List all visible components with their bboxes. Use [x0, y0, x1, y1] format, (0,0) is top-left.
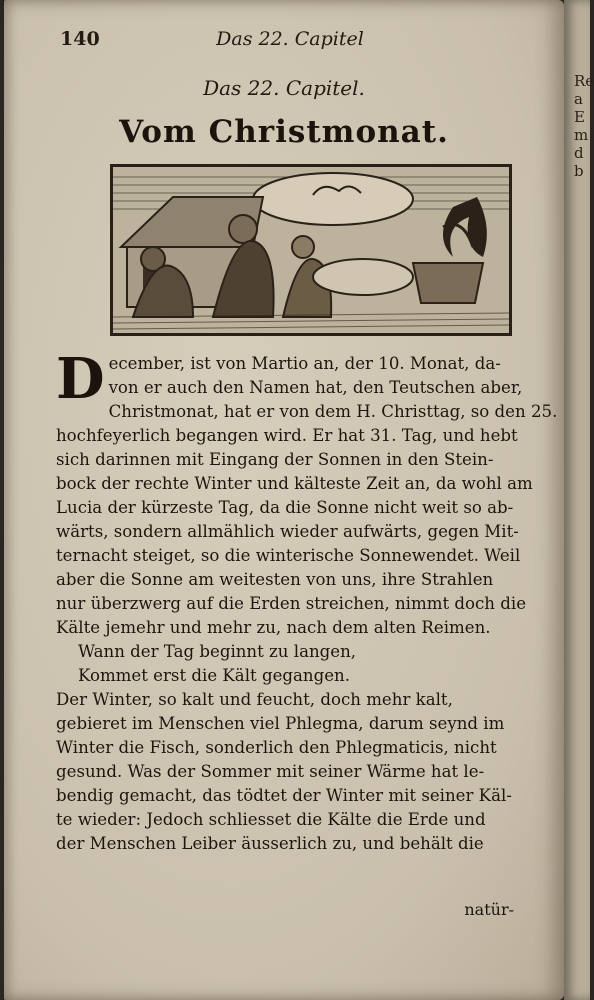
text-line: Christmonat, hat er von dem H. Christtag, so den 25. — [108, 402, 558, 421]
book-page — [4, 0, 564, 1000]
text-line: gebieret im Menschen viel Phlegma, darum seynd im — [56, 714, 505, 733]
verse-couplet — [56, 640, 550, 688]
catchword: natür- — [464, 900, 514, 919]
running-title: Das 22. Capitel — [216, 28, 364, 50]
chapter-heading: Das 22. Capitel. — [203, 76, 365, 100]
text-line: sich darinnen mit Eingang der Sonnen in den Stein- — [56, 450, 494, 469]
facing-page-fragment: Re a E m d b — [574, 72, 594, 180]
text-line: bendig gemacht, das tödtet der Winter mit seiner Käl- — [56, 786, 512, 805]
text-line: von er auch den Namen hat, den Teutschen aber, — [108, 378, 523, 397]
text-line: gesund. Was der Sommer mit seiner Wärme hat le- — [56, 762, 485, 781]
woodcut-scene-icon — [113, 167, 509, 333]
woodcut-illustration — [110, 164, 512, 336]
text-line: Kälte jemehr und mehr zu, nach dem alten Reimen. — [56, 618, 491, 637]
text-line: hochfeyerlich begangen wird. Er hat 31. Tag, und hebt — [56, 426, 518, 445]
text-line: Der Winter, so kalt und feucht, doch mehr kalt, — [56, 690, 453, 709]
text-line: wärts, sondern allmählich wieder aufwärts, gegen Mit- — [56, 522, 519, 541]
text-line: Lucia der kürzeste Tag, da die Sonne nicht weit so ab- — [56, 498, 514, 517]
text-line: aber die Sonne am weitesten von uns, ihre Strahlen — [56, 570, 494, 589]
text-line: bock der rechte Winter und kälteste Zeit an, da wohl am — [56, 474, 533, 493]
chapter-title: Vom Christmonat. — [119, 114, 449, 150]
facing-page-edge — [564, 0, 594, 1000]
text-line: ternacht steiget, so die winterische Sonnewendet. Weil — [56, 546, 521, 565]
paragraph-winter — [56, 688, 550, 856]
text-line: der Menschen Leiber äusserlich zu, und behält die — [56, 834, 484, 853]
page-number: 140 — [60, 28, 100, 50]
running-head — [60, 28, 520, 54]
text-line: Winter die Fisch, sonderlich den Phlegmaticis, nicht — [56, 738, 497, 757]
body-text — [56, 346, 558, 856]
verse-line: Kommet erst die Kält gegangen. — [78, 666, 350, 685]
text-line: nur überzwerg auf die Erden streichen, nimmt doch die — [56, 594, 527, 613]
text-line: te wieder: Jedoch schliesset die Kälte die Erde und — [56, 810, 486, 829]
text-line: ecember, ist von Martio an, der 10. Monat, da- — [108, 354, 501, 373]
drop-cap: D — [56, 346, 105, 412]
verse-line: Wann der Tag beginnt zu langen, — [78, 642, 357, 661]
paragraph-december — [56, 346, 558, 640]
